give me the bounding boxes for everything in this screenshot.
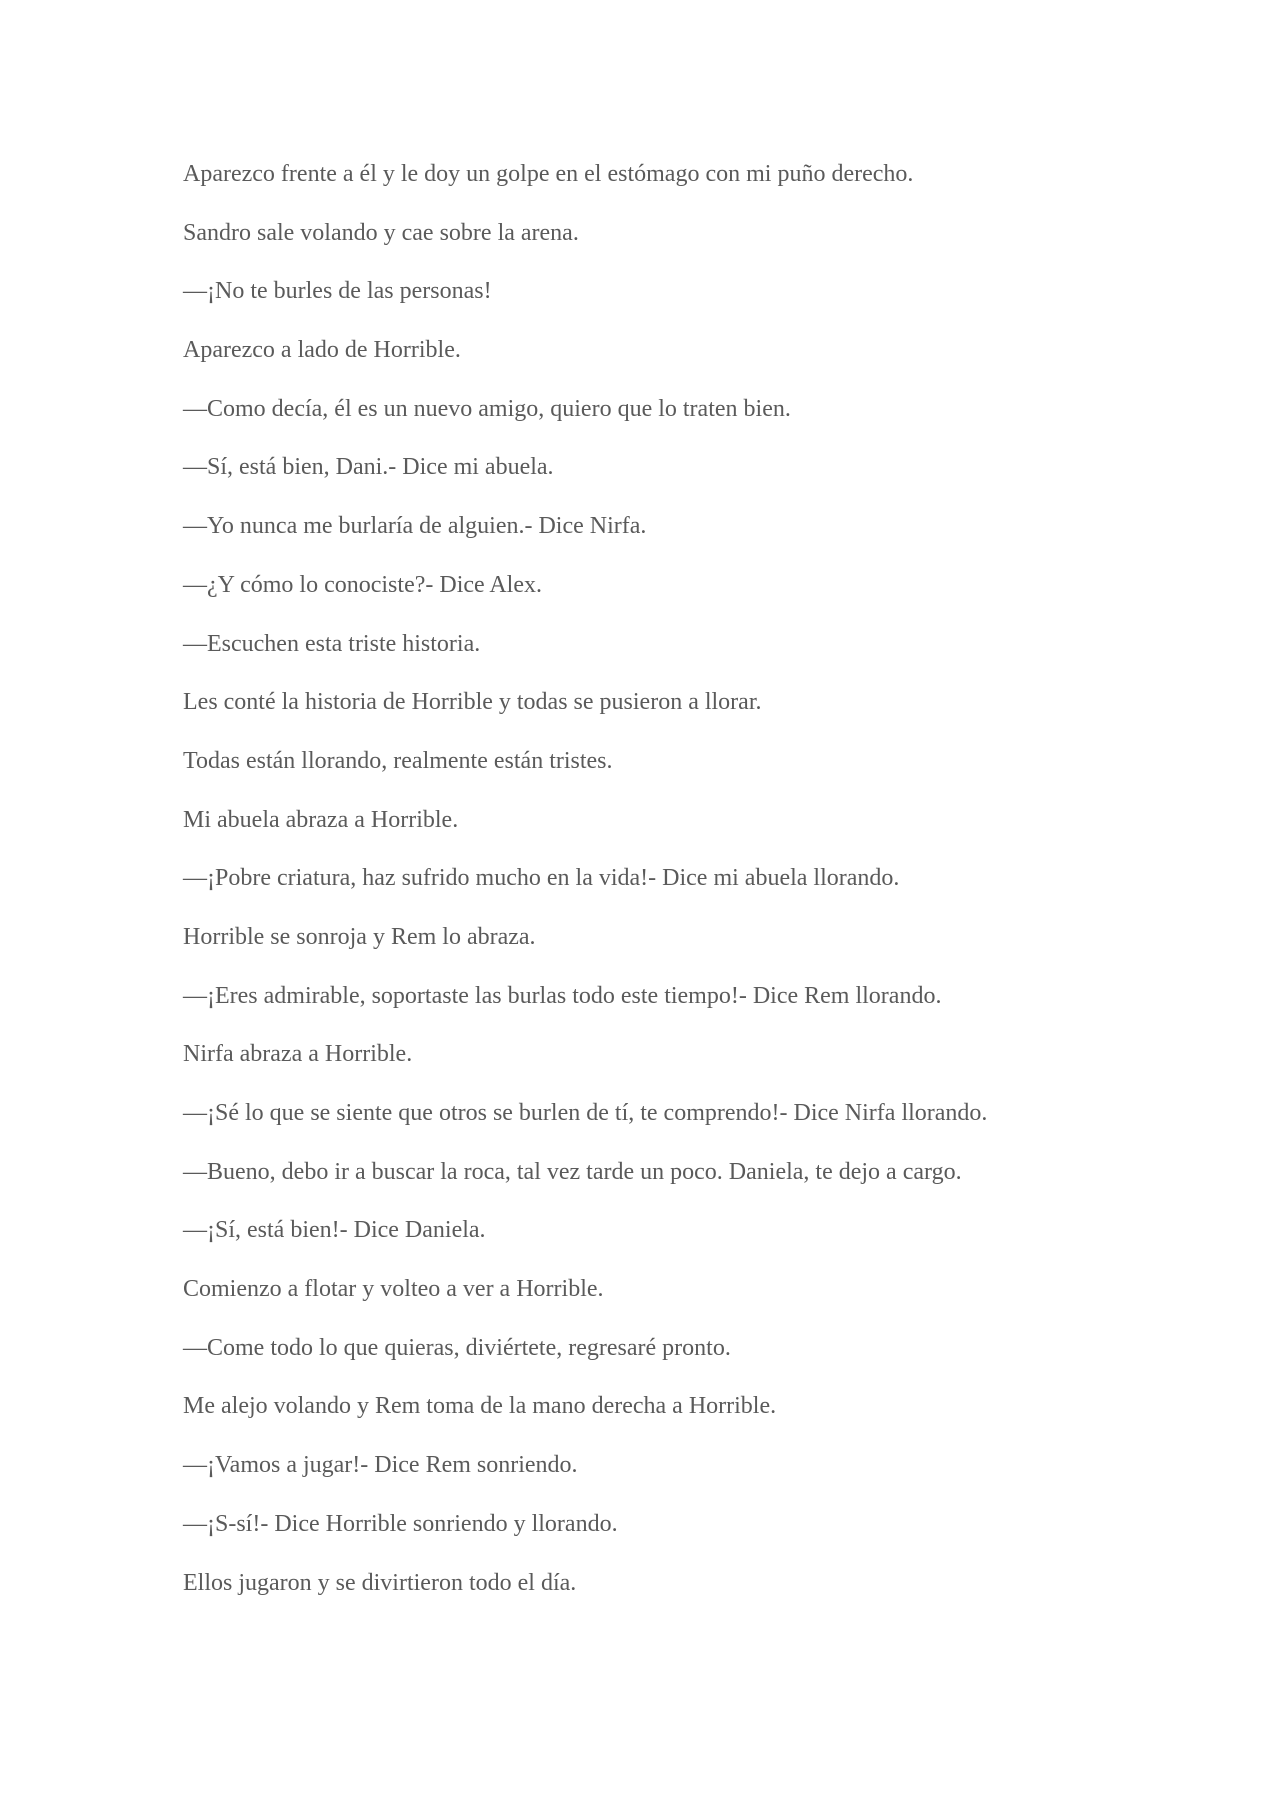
- paragraph-9: —Escuchen esta triste historia.: [183, 630, 481, 657]
- paragraph-19: —¡Sí, está bien!- Dice Daniela.: [183, 1217, 486, 1244]
- paragraph-11: Todas están llorando, realmente están tristes.: [183, 747, 613, 774]
- paragraph-20: Comienzo a flotar y volteo a ver a Horrible.: [183, 1276, 604, 1303]
- paragraph-17: —¡Sé lo que se siente que otros se burlen de tí, te comprendo!- Dice Nirfa llorando.: [183, 1100, 988, 1126]
- paragraph-18: —Bueno, debo ir a buscar la roca, tal vez tarde un poco. Daniela, te dejo a cargo.: [183, 1158, 962, 1185]
- paragraph-5: —Como decía, él es un nuevo amigo, quiero que lo traten bien.: [183, 395, 791, 422]
- paragraph-1: Aparezco frente a él y le doy un golpe en el estómago con mi puño derecho.: [183, 161, 914, 187]
- paragraph-16: Nirfa abraza a Horrible.: [183, 1041, 413, 1068]
- paragraph-15: —¡Eres admirable, soportaste las burlas todo este tiempo!- Dice Rem llorando.: [183, 982, 942, 1009]
- paragraph-7: —Yo nunca me burlaría de alguien.- Dice Nirfa.: [183, 513, 647, 540]
- paragraph-8: —¿Y cómo lo conociste?- Dice Alex.: [183, 571, 542, 598]
- paragraph-14: Horrible se sonroja y Rem lo abraza.: [183, 923, 536, 950]
- paragraph-25: Ellos jugaron y se divirtieron todo el día.: [183, 1569, 577, 1596]
- paragraph-2: Sandro sale volando y cae sobre la arena.: [183, 219, 579, 246]
- paragraph-24: —¡S-sí!- Dice Horrible sonriendo y llorando.: [183, 1510, 618, 1537]
- paragraph-3: —¡No te burles de las personas!: [183, 278, 492, 305]
- paragraph-21: —Come todo lo que quieras, diviértete, regresaré pronto.: [183, 1334, 731, 1361]
- paragraph-13: —¡Pobre criatura, haz sufrido mucho en la vida!- Dice mi abuela llorando.: [183, 865, 900, 892]
- paragraph-10: Les conté la historia de Horrible y todas se pusieron a llorar.: [183, 689, 762, 716]
- paragraph-22: Me alejo volando y Rem toma de la mano derecha a Horrible.: [183, 1393, 777, 1420]
- paragraph-6: —Sí, está bien, Dani.- Dice mi abuela.: [183, 454, 554, 481]
- paragraph-23: —¡Vamos a jugar!- Dice Rem sonriendo.: [183, 1452, 578, 1479]
- paragraph-4: Aparezco a lado de Horrible.: [183, 337, 461, 364]
- paragraph-12: Mi abuela abraza a Horrible.: [183, 806, 459, 833]
- document-body: [183, 160, 1083, 1627]
